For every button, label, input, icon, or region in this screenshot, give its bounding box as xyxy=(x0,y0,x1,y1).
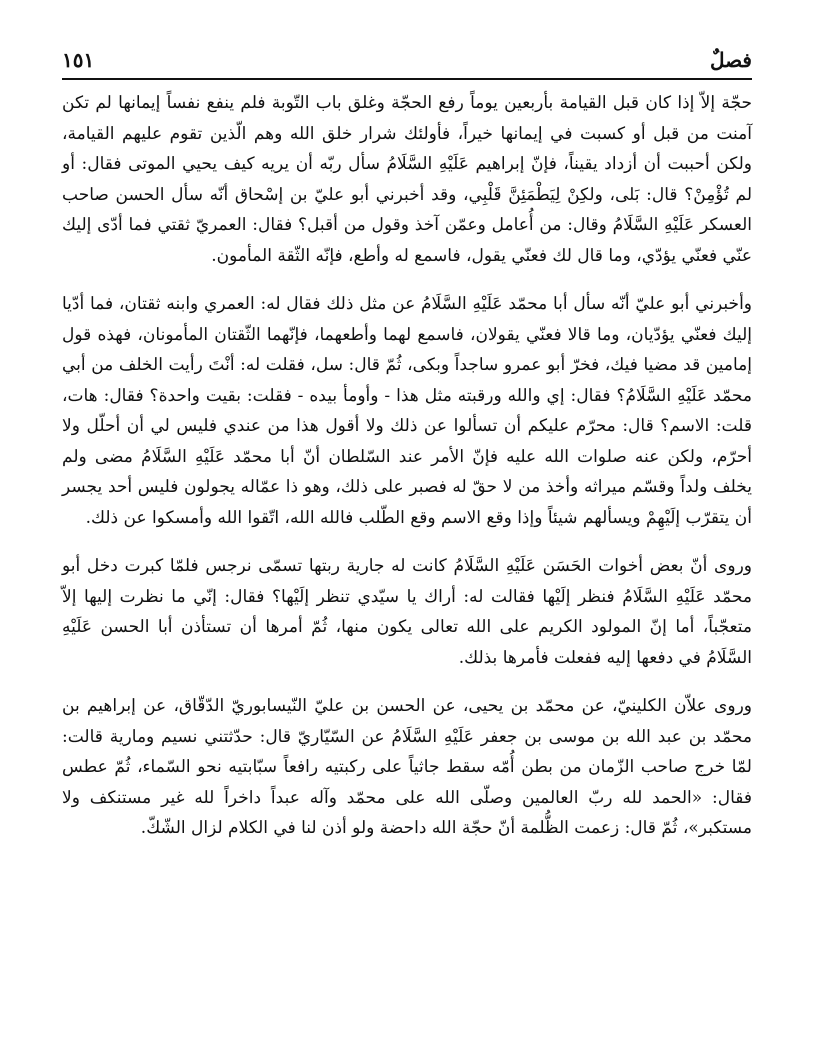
paragraph: وروى علاّن الكلينيّ، عن محمّد بن يحيى، عن الحسن بن عليّ النّيسابوريّ الدّقّاق، عن إبراهيم بن محمّد بن عبد الله بن موسى بن جعفر عَلَيْهِ السَّلَامُ عن السّيّاريّ قال: حدّثتني نسيم ومارية قالت: لمّا خرج صاحب الزّمان من بطن أُمّه سقط جاثياً على ركبتيه رافعاً سبّابتيه نحو السّماء، ثُمّ عطس فقال: «الحمد لله ربّ العالمين وصلّى الله على محمّد وآله عبداً داخراً لله غير مستنكف ولا مستكبر»، ثُمّ قال: زعمت الظُّلمة أنّ حجّة الله داحضة ولو أذن لنا في الكلام لزال الشّكّ. xyxy=(62,696,752,838)
paragraph-gap xyxy=(62,673,752,691)
running-head xyxy=(62,38,752,72)
chapter-title: فصلٌ xyxy=(709,48,752,72)
paragraph: وروى أنّ بعض أخوات الحَسَن عَلَيْهِ السَّلَامُ كانت له جارية ربتها تسمّى نرجس فلمّا كبرت دخل أبو محمّد عَلَيْهِ السَّلَامُ فنظر إلَيْها فقالت له: أراك يا سيّدي تنظر إلَيْها؟ فقال: إنّي ما نظرت إليها إلاّ متعجّباً، أما إنّ المولود الكريم على الله تعالى يكون منها، ثُمّ أمرها أن تستأذن أبا الحسن عَلَيْهِ السَّلَامُ في دفعها إليه ففعلت فأمرها بذلك. xyxy=(62,556,752,668)
paragraph: وأخبرني أبو عليّ أنّه سأل أبا محمّد عَلَيْهِ السَّلَامُ عن مثل ذلك فقال له: العمري وابنه ثقتان، فما أدّيا إليك فعنّي يؤدّيان، وما قالا فعنّي يقولان، فاسمع لهما وأطعهما، فإنّهما الثّقتان المأمونان، فهذه قول إمامين قد مضيا فيك، فخرّ أبو عمرو ساجداً وبكى، ثُمّ قال: سل، فقلت له: أنْتَ رأيت الخلف من أبي محمّد عَلَيْهِ السَّلَامُ؟ فقال: إي والله ورقبته مثل هذا - وأومأ بيده - فقلت: بقيت واحدة؟ فقال: هات، قلت: الاسم؟ قال: محرّم عليكم أن تسألوا عن ذلك ولا أقول هذا من عندي فليس لي أن أحلّل ولا أحرّم، ولكن عنه صلوات الله عليه فإنّ الأمر عند السّلطان أنّ أبا محمّد عَلَيْهِ السَّلَامُ مضى ولم يخلف ولداً وقسّم ميراثه وأخذ من لا حقّ له فصبر على ذلك، وهو ذا عمّاله يجولون فليس أحد يجسر أن يتقرّب إلَيْهِمْ ويسألهم شيئاً وإذا وقع الاسم وقع الطّلب فالله الله، اتّقوا الله وأمسكوا عن ذلك. xyxy=(62,294,752,528)
body-text xyxy=(62,88,752,844)
header-rule xyxy=(62,78,752,80)
paragraph-gap xyxy=(62,533,752,551)
paragraph-gap xyxy=(62,271,752,289)
paragraph: حجّة إلاّ إذا كان قبل القيامة بأربعين يوماً رفع الحجّة وغلق باب التّوبة فلم ينفع نفساً إيمانها لم تكن آمنت من قبل أو كسبت في إيمانها خيراً، فأولئك شرار خلق الله وهم الّذين تقوم عليهم القيامة، ولكن أحببت أن أزداد يقيناً، فإنّ إبراهيم عَلَيْهِ السَّلَامُ سأل ربّه أن يريه كيف يحيي الموتى فقال: أو لم تُؤْمِنْ؟ قال: بَلى، ولكِنْ لِيَطْمَئِنَّ قَلْبِي، وقد أخبرني أبو عليّ بن إسْحاق أنّه سأل الحسن صاحب العسكر عَلَيْهِ السَّلَامُ وقال: من أُعامل وعمّن آخذ وقول من أقبل؟ فقال: العمريّ ثقتي فما أدّى إليك عنّي فعنّي يؤدّي، وما قال لك فعنّي يقول، فاسمع له وأطع، فإنّه الثّقة المأمون. xyxy=(62,93,752,266)
page-number: ١٥١ xyxy=(62,48,95,72)
